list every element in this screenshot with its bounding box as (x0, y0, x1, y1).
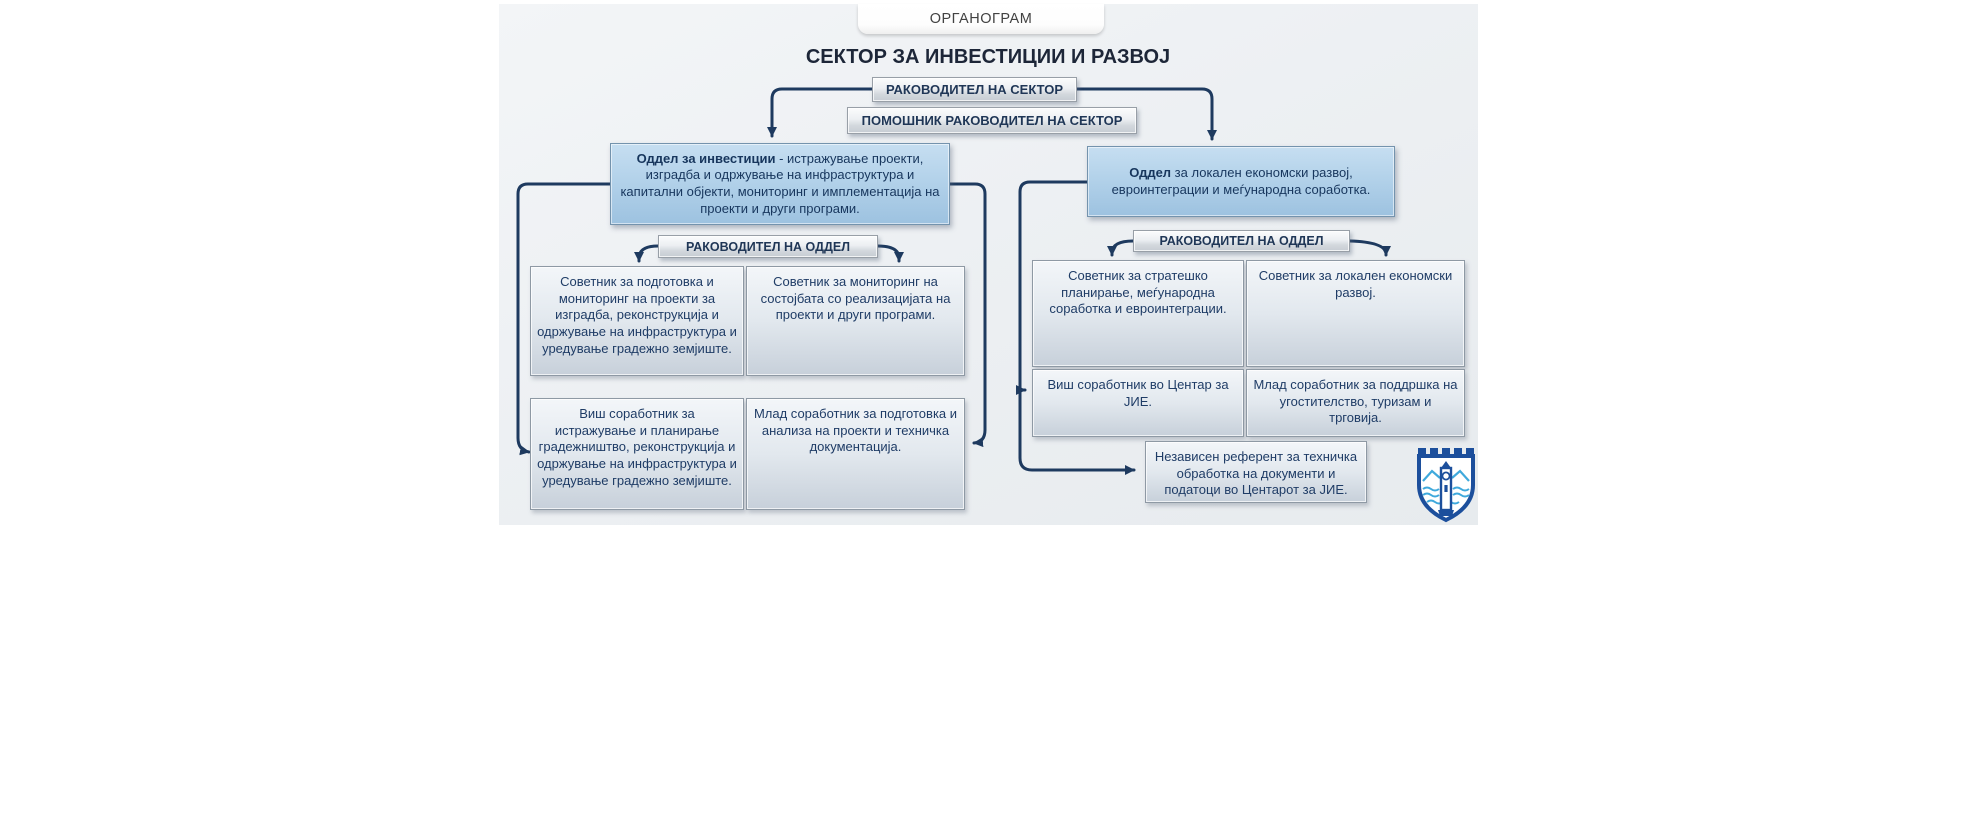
left-unit-head-box: РАКОВОДИТЕЛ НА ОДДЕЛ (658, 235, 878, 258)
coat-of-arms-icon (1415, 447, 1477, 523)
right-department-description: за локален економски развој, евроинтеграции и меѓународна соработка. (1111, 164, 1371, 197)
left-department-description: - истражување проекти, изградба и одржување на инфраструктура и капитални објекти, мониторинг и имплементација на проекти и други програми. (620, 150, 940, 216)
independent-clerk-box: Независен референт за техничка обработка на документи и податоци во Центарот за ЈИЕ. (1145, 441, 1367, 503)
sector-head-box: РАКОВОДИТЕЛ НА СЕКТОР (872, 77, 1077, 102)
right-department-box (1087, 146, 1395, 217)
left-department-title: Оддел за инвестиции (636, 150, 776, 166)
position-cell: Млад соработник за поддршка на угостителство, туризам и трговија. (1246, 369, 1465, 437)
assistant-sector-head-box: ПОМОШНИК РАКОВОДИТЕЛ НА СЕКТОР (847, 107, 1137, 134)
organogram-title: ОРГАНОГРАМ (929, 11, 1033, 27)
position-cell: Советник за стратешко планирање, меѓународна соработка и евроинтеграции. (1032, 260, 1244, 367)
left-department-box (610, 143, 950, 225)
position-cell: Виш соработник за истражување и планирање градежништво, реконструкција и одржување на инфраструктура и уредување градежно земјиште. (530, 398, 744, 510)
right-department-text (1096, 165, 1386, 198)
page-title: СЕКТОР ЗА ИНВЕСТИЦИИ И РАЗВОЈ (805, 46, 1171, 68)
position-cell: Виш соработник во Центар за ЈИЕ. (1032, 369, 1244, 437)
position-cell: Советник за подготовка и мониторинг на проекти за изградба, реконструкција и одржување на инфраструктура и уредување градежно земјиште. (530, 266, 744, 376)
position-cell: Советник за мониторинг на состојбата со реализацијата на проекти и други програми. (746, 266, 965, 376)
left-department-text (619, 151, 941, 218)
position-cell: Млад соработник за подготовка и анализа на проекти и техничка документација. (746, 398, 965, 510)
position-cell: Советник за локален економски развој. (1246, 260, 1465, 367)
right-department-title: Оддел (1129, 164, 1172, 180)
organogram-tab (858, 4, 1104, 34)
right-unit-head-box: РАКОВОДИТЕЛ НА ОДДЕЛ (1133, 230, 1350, 252)
